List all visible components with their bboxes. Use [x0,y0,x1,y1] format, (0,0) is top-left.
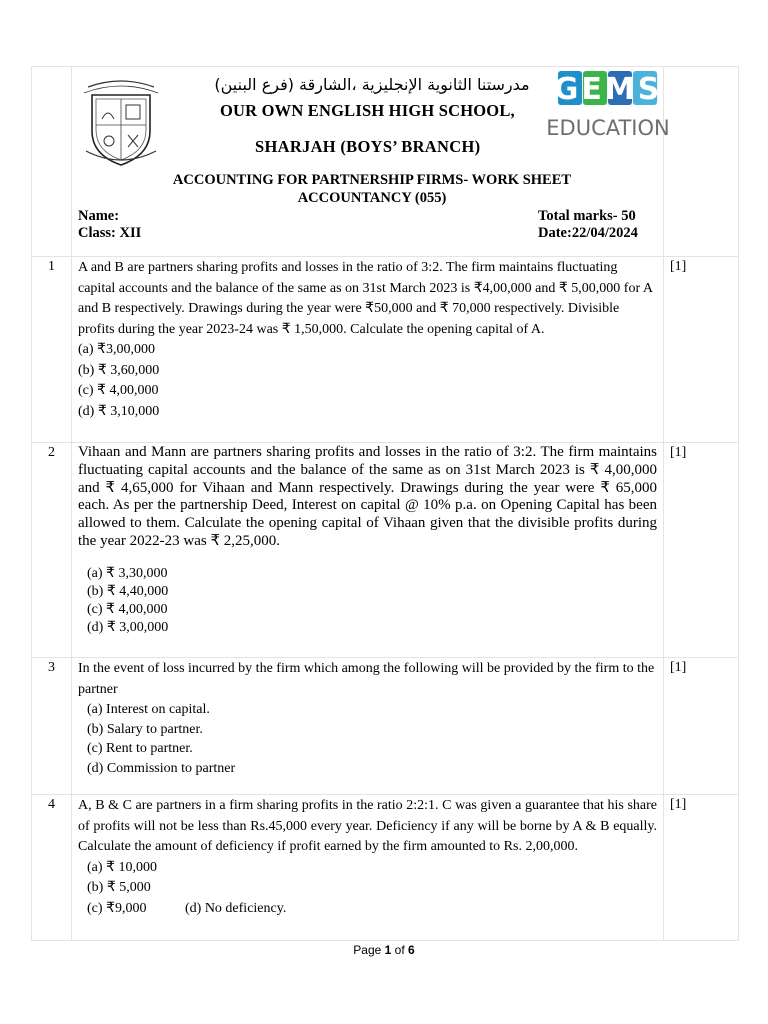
school-name-line2: SHARJAH (BOYS’ BRANCH) [255,137,481,156]
question-marks: [1] [664,443,739,658]
gems-education-logo [546,67,670,143]
question-row [32,257,739,443]
date-label: Date:22/04/2024 [538,225,638,241]
option-d: (d) ₹ 3,00,000 [87,619,169,635]
option-b: (b) ₹ 3,60,000 [78,362,160,378]
option-a: (a) ₹ 10,000 [87,859,157,875]
question-marks: [1] [664,257,739,443]
question-body [72,795,664,941]
option-b: (b) ₹ 4,40,000 [87,583,169,599]
question-body [72,658,664,795]
name-label: Name: [78,208,120,224]
option-c: (c) ₹ 4,00,000 [78,383,159,398]
question-row [32,658,739,795]
option-d: (d) No deficiency. [185,900,287,916]
question-marks: [1] [664,795,739,941]
subject-code: ACCOUNTANCY (055) [297,190,447,206]
class-label: Class: XII [78,225,142,241]
page-footer [0,943,768,957]
current-page: 1 [384,943,392,957]
question-table [31,66,739,941]
page-of: of [391,943,409,957]
header-cell [72,67,670,257]
option-list [78,340,657,422]
question-number: 1 [32,257,72,443]
total-marks: Total marks- 50 [538,208,636,224]
gems-logo-subtext: EDUCATION [546,116,670,140]
school-crest-logo [80,73,162,169]
option-list [78,565,657,637]
page-prefix: Page [353,943,385,957]
question-row [32,795,739,941]
question-body [72,443,664,658]
header-row [32,67,739,257]
option-a: (a) ₹ 3,30,000 [87,565,168,581]
school-name-arabic: مدرستنا الثانوية الإنجليزية ،الشارقة (فرع البنين) [214,75,530,94]
worksheet-title: ACCOUNTING FOR PARTNERSHIP FIRMS- WORK SHEET [172,172,572,188]
option-c: (c) Rent to partner. [87,741,193,756]
question-row [32,443,739,658]
total-pages: 6 [408,943,415,957]
option-a: (a) ₹3,00,000 [78,342,155,357]
question-number: 2 [32,443,72,658]
gems-logo-text: GEMS [553,72,663,107]
question-text: In the event of loss incurred by the firm which among the following will be provided by the firm to the partner [78,661,655,697]
option-list [78,858,657,920]
option-d: (d) ₹ 3,10,000 [78,403,160,419]
question-text: A and B are partners sharing profits and losses in the ratio of 3:2. The firm maintains fluctuating capital accounts and the balance of the same as on 31st March 2023 is ₹4,00,000 and ₹ 5,00,000 for A and B respectively. Drawings during the year were ₹50,000 and ₹ 70,000 respectively. Divisible profits during the year 2023-24 was ₹ 1,50,000. Calculate the opening capital of A. [78,260,653,337]
option-d: (d) Commission to partner [87,760,236,776]
option-c: (c) ₹9,000 [87,900,147,916]
option-list [78,700,657,778]
question-number: 4 [32,795,72,941]
option-a: (a) Interest on capital. [87,702,210,717]
option-b: (b) ₹ 5,000 [87,880,151,895]
question-text: A, B & C are partners in a firm sharing profits in the ratio 2:2:1. C was given a guarantee that his share of profits will not be less than Rs.45,000 every year. Deficiency if any will be borne by A & B equally. Calculate the amount of deficiency if profit earned by the firm amounted to Rs. 2,00,000. [78,798,657,854]
worksheet [31,66,738,939]
school-name-line1: OUR OWN ENGLISH HIGH SCHOOL, [220,101,515,120]
question-body [72,257,664,443]
question-number: 3 [32,658,72,795]
question-text: Vihaan and Mann are partners sharing profits and losses in the ratio of 3:2. The firm maintains fluctuating capital accounts and the balance of the same as on 31st March 2023 is ₹ 4,00,000 and ₹ 4,65,000 for Vihaan and Mann respectively. Drawings during the year were ₹ 65,000 each. As per the partnership Deed, Interest on capital @ 10% p.a. on Opening Capital has been allowed to them. Calculate the opening capital of Vihaan given that the divisible profits during the year 2022-23 was ₹ 2,25,000. [78,444,657,549]
option-b: (b) Salary to partner. [87,721,203,737]
question-marks: [1] [664,658,739,795]
option-c: (c) ₹ 4,00,000 [87,601,168,617]
